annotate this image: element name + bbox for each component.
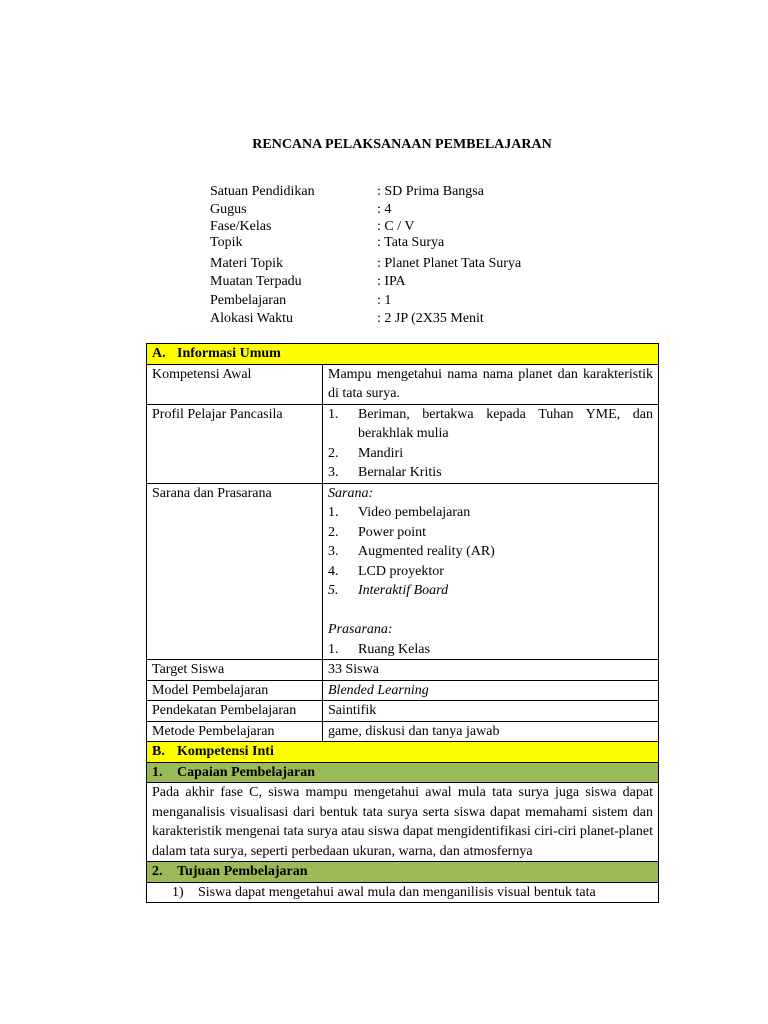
list-item	[328, 581, 653, 601]
row-value: Mampu mengetahui nama nama planet dan karakteristik di tata surya.	[323, 364, 659, 404]
tujuan-item-row	[147, 882, 659, 903]
list-number: 4.	[328, 563, 339, 579]
list-number: 2.	[328, 524, 339, 540]
list-item	[328, 523, 653, 543]
table-row	[147, 701, 659, 722]
table-row	[147, 404, 659, 483]
list-number: 1)	[172, 884, 184, 900]
section-a-header-row	[147, 344, 659, 365]
identity-value: : SD Prima Bangsa	[377, 184, 484, 199]
identity-value: : 1	[377, 293, 392, 308]
document-title: RENCANA PELAKSANAAN PEMBELAJARAN	[252, 137, 552, 152]
row-value: Blended Learning	[323, 680, 659, 701]
list-item	[328, 405, 653, 444]
list-number: 5.	[328, 583, 339, 598]
table-row	[147, 680, 659, 701]
row-label: Kompetensi Awal	[147, 364, 323, 404]
row-value: game, diskusi dan tanya jawab	[323, 721, 659, 742]
identity-label: Muatan Terpadu	[210, 274, 302, 289]
section-number: A.	[152, 346, 166, 361]
row-value	[323, 483, 659, 660]
subsection-number: 1.	[152, 764, 163, 780]
list-item	[328, 463, 653, 483]
list-number: 1.	[328, 406, 339, 422]
identity-value: : IPA	[377, 274, 406, 289]
identity-label: Gugus	[210, 202, 247, 217]
identity-value: : 4	[377, 202, 392, 217]
list-number: 3.	[328, 465, 339, 480]
rpp-table	[146, 343, 659, 903]
capaian-text: Pada akhir fase C, siswa mampu mengetahui awal mula tata surya juga siswa dapat menganalisis visualisasi dari bentuk tata surya serta siswa dapat memahami sistem dan karakteristik mengenai tata surya atau siswa dapat mengidentifikasi ciri-ciri planet-planet dalam tata surya, seperti perbedaan ukuran, warna, dan atmosfernya	[147, 783, 659, 862]
identity-label: Topik	[210, 235, 243, 250]
list-text: LCD proyektor	[358, 563, 444, 579]
tujuan-item	[147, 882, 659, 903]
table-row	[147, 721, 659, 742]
list-text: Mandiri	[358, 445, 404, 461]
tujuan-header	[147, 862, 659, 883]
table-row	[147, 483, 659, 660]
row-label: Profil Pelajar Pancasila	[147, 404, 323, 483]
list-number: 1.	[328, 505, 339, 520]
subsection-title: Tujuan Pembelajaran	[177, 864, 308, 879]
row-value: Saintifik	[323, 701, 659, 722]
list-text: Interaktif Board	[358, 583, 449, 598]
capaian-header	[147, 762, 659, 783]
row-label: Sarana dan Prasarana	[147, 483, 323, 660]
list-text: Ruang Kelas	[358, 641, 430, 657]
identity-value: : C / V	[377, 219, 415, 234]
identity-value: : Planet Planet Tata Surya	[377, 256, 522, 271]
section-b-header-row	[147, 742, 659, 763]
section-number: B.	[152, 744, 165, 759]
list-text: Siswa dapat mengetahui awal mula dan menganilisis visual bentuk tata	[198, 884, 596, 900]
identity-label: Fase/Kelas	[210, 219, 272, 234]
identity-label: Satuan Pendidikan	[210, 184, 315, 199]
row-label: Model Pembelajaran	[147, 680, 323, 701]
list-item	[328, 542, 653, 562]
list-item	[328, 640, 653, 660]
row-label: Metode Pembelajaran	[147, 721, 323, 742]
identity-label: Alokasi Waktu	[210, 311, 293, 326]
section-title: Informasi Umum	[177, 346, 281, 361]
identity-label: Pembelajaran	[210, 293, 287, 308]
row-value	[323, 404, 659, 483]
list-item	[328, 562, 653, 582]
identity-label: Materi Topik	[210, 256, 284, 271]
row-label: Pendekatan Pembelajaran	[147, 701, 323, 722]
row-label: Target Siswa	[147, 660, 323, 681]
row-value: 33 Siswa	[323, 660, 659, 681]
spacer	[328, 601, 653, 621]
prasarana-heading: Prasarana:	[328, 622, 393, 637]
list-text: Bernalar Kritis	[358, 465, 442, 480]
list-item	[328, 503, 653, 523]
list-number: 2.	[328, 445, 339, 461]
sarana-heading: Sarana:	[328, 485, 374, 501]
tujuan-header-row	[147, 862, 659, 883]
list-number: 3.	[328, 544, 339, 559]
section-a-header	[147, 344, 659, 365]
section-b-header	[147, 742, 659, 763]
table-row	[147, 364, 659, 404]
section-title: Kompetensi Inti	[177, 744, 274, 759]
list-text: Beriman, bertakwa kepada Tuhan YME, dan berakhlak mulia	[358, 406, 653, 441]
table-row	[147, 660, 659, 681]
subsection-title: Capaian Pembelajaran	[177, 764, 316, 780]
capaian-header-row	[147, 762, 659, 783]
list-text: Augmented reality (AR)	[358, 544, 495, 559]
identity-value: : 2 JP (2X35 Menit	[377, 311, 484, 326]
list-number: 1.	[328, 641, 339, 657]
identity-value: : Tata Surya	[377, 235, 445, 250]
capaian-text-row	[147, 783, 659, 862]
subsection-number: 2.	[152, 864, 163, 879]
list-text: Video pembelajaran	[358, 505, 471, 520]
list-item	[328, 444, 653, 464]
list-text: Power point	[358, 524, 427, 540]
